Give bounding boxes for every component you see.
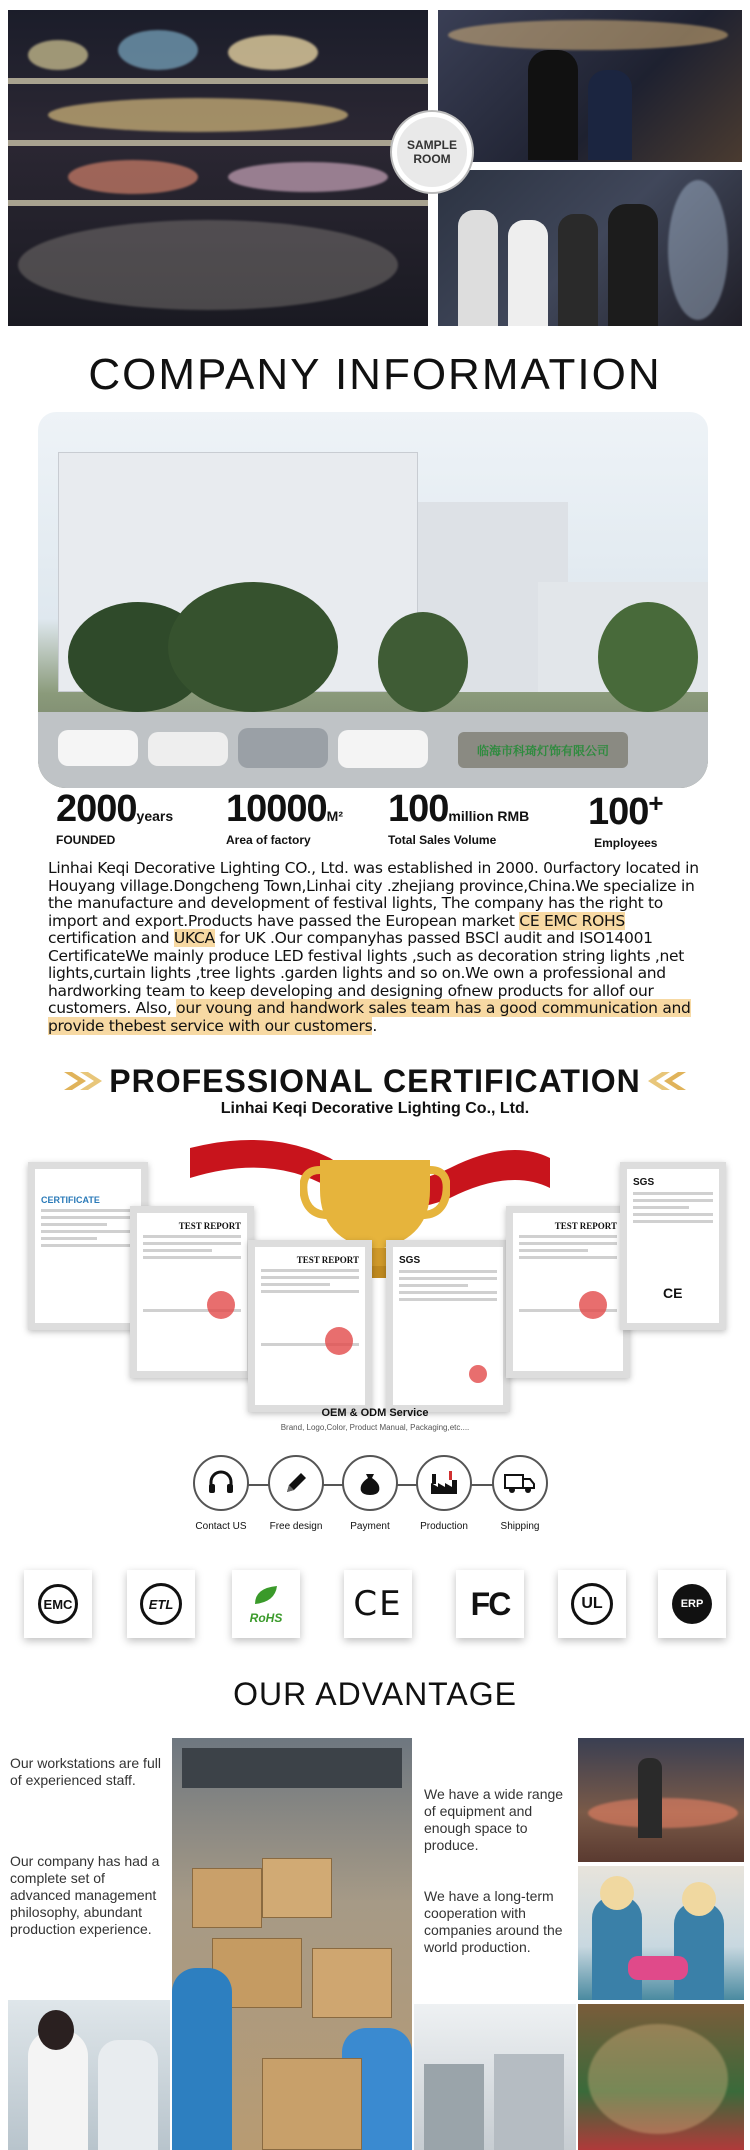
certificate-label: SGS (633, 1177, 655, 1188)
step-label: Contact US (195, 1521, 247, 1532)
advantage-text-equipment: We have a wide range of equipment and enough space to produce. (424, 1786, 564, 1853)
stat-founded (56, 788, 173, 847)
stat-unit: M² (326, 808, 343, 824)
stat-unit: years (136, 808, 174, 824)
pencil-icon (268, 1455, 324, 1511)
step-shipping (490, 1455, 550, 1532)
certificate-label: TEST REPORT (296, 1255, 359, 1265)
badge-line-1: SAMPLE (406, 138, 457, 152)
step-payment (340, 1455, 400, 1532)
step-label: Production (420, 1521, 468, 1532)
sgs-report-card (386, 1240, 510, 1412)
headset-icon (193, 1455, 249, 1511)
rohs-logo (232, 1570, 300, 1638)
workers-photo-mid (578, 1866, 744, 2000)
stat-number: 100 (588, 791, 649, 833)
stat-number: 100 (388, 788, 449, 830)
showroom-shelves-photo (8, 10, 428, 326)
stat-caption: Area of factory (226, 833, 311, 847)
advantage-text-staff: Our workstations are full of experienced staff. (10, 1755, 161, 1788)
badge-line-2: ROOM (413, 152, 451, 166)
machine-workshop-photo (414, 2004, 576, 2150)
loading-truck-photo (172, 1738, 412, 2150)
emc-logo-text: EMC (38, 1584, 78, 1624)
ul-logo (558, 1570, 626, 1638)
service-subtitle: Brand, Logo,Color, Product Manual, Packaging,etc.... (280, 1423, 470, 1432)
truck-icon (492, 1455, 548, 1511)
fcc-logo-text: FC (470, 1585, 510, 1622)
certificate-label: SGS (399, 1255, 421, 1266)
products-stock-photo (578, 2004, 744, 2150)
stat-unit: + (648, 788, 664, 818)
money-bag-icon (342, 1455, 398, 1511)
stat-unit: million RMB (448, 808, 530, 824)
ce-logo-text: CE (353, 1584, 403, 1624)
desc-part: . (372, 1016, 377, 1035)
stat-caption: Total Sales Volume (388, 833, 497, 847)
erp-logo (658, 1570, 726, 1638)
company-description (48, 860, 708, 1035)
step-label: Payment (350, 1521, 390, 1532)
stat-sales-volume (388, 788, 529, 847)
assembly-worker-photo (8, 2000, 170, 2150)
step-label: Free design (269, 1521, 323, 1532)
stat-caption: FOUNDED (56, 833, 116, 847)
visitors-photo-bottom (438, 170, 742, 326)
chevron-right-icon (644, 1070, 688, 1097)
test-report-card (248, 1240, 372, 1412)
step-label: Shipping (500, 1521, 540, 1532)
certificate-label: TEST REPORT (554, 1221, 617, 1231)
certification-subtitle: Linhai Keqi Decorative Lighting Co., Ltd. (220, 1100, 530, 1117)
sgs-certificate-card (620, 1162, 726, 1330)
leaf-icon (251, 1584, 281, 1606)
desc-part: certification and (48, 929, 174, 947)
stat-factory-area (226, 788, 343, 847)
test-report-card (130, 1206, 254, 1378)
erp-logo-text: ERP (672, 1584, 712, 1624)
stat-employees (588, 788, 664, 850)
factory-icon (416, 1455, 472, 1511)
test-report-card (506, 1206, 630, 1378)
step-free-design (266, 1455, 326, 1532)
desc-highlight: our voung and handwork sales team has a good communication and provide thebest service with our customers (48, 999, 691, 1035)
stat-number: 10000 (226, 788, 327, 830)
desc-highlight: UKCA (173, 929, 215, 947)
advantage-text-management: Our company has had a complete set of advanced management philosophy, abundant production experience. (10, 1853, 160, 1937)
stat-caption: Employees (594, 836, 658, 850)
building-sign: 临海市科琦灯饰有限公司 (458, 732, 628, 768)
rohs-logo-text: RoHS (249, 1610, 283, 1625)
step-production (414, 1455, 474, 1532)
stat-number: 2000 (56, 788, 137, 830)
etl-logo-text: ETL (140, 1583, 182, 1625)
advantage-title: OUR ADVANTAGE (233, 1676, 517, 1712)
advantage-text-cooperation: We have a long-term cooperation with companies around the world production. (424, 1888, 563, 1955)
ce-logo (344, 1570, 412, 1638)
desc-part: Linhai Keqi Decorative Lighting CO., Ltd. was established in 2000. 0urfactory located in Houyang village.Dongcheng Town,Linhai city .zhejiang province,China.We specialize in the manufacture and development of festival lights, The company has the right to import and export.Products have passed the European market (48, 859, 699, 930)
ul-logo-text: UL (571, 1583, 613, 1625)
company-info-title: COMPANY INFORMATION (88, 350, 662, 399)
workshop-photo-top (578, 1738, 744, 1862)
etl-logo (127, 1570, 195, 1638)
visitors-photo-top (438, 10, 742, 162)
sample-room-badge (392, 112, 472, 192)
certificate-label: TEST REPORT (178, 1221, 241, 1231)
ce-mark: CE (663, 1285, 683, 1301)
fcc-logo (456, 1570, 524, 1638)
desc-part: for UK .Our companyhas passed BSCl audit and ISO14001 CertificateWe mainly produce LED festival lights ,such as decoration string lights ,net lights,curtain lights ,tree lights .garden lights and so on.We own a professional and hardworking team to keep developing and designing ofnew products for allof our customers. Also, (48, 929, 685, 1017)
step-contact-us (191, 1455, 251, 1532)
certificate-label: CERTIFICATE (41, 1195, 100, 1205)
certification-title: PROFESSIONAL CERTIFICATION (109, 1063, 641, 1099)
desc-highlight: CE EMC ROHS (519, 911, 625, 930)
service-title: OEM & ODM Service (321, 1407, 429, 1419)
emc-logo (24, 1570, 92, 1638)
factory-building-photo (38, 412, 708, 788)
